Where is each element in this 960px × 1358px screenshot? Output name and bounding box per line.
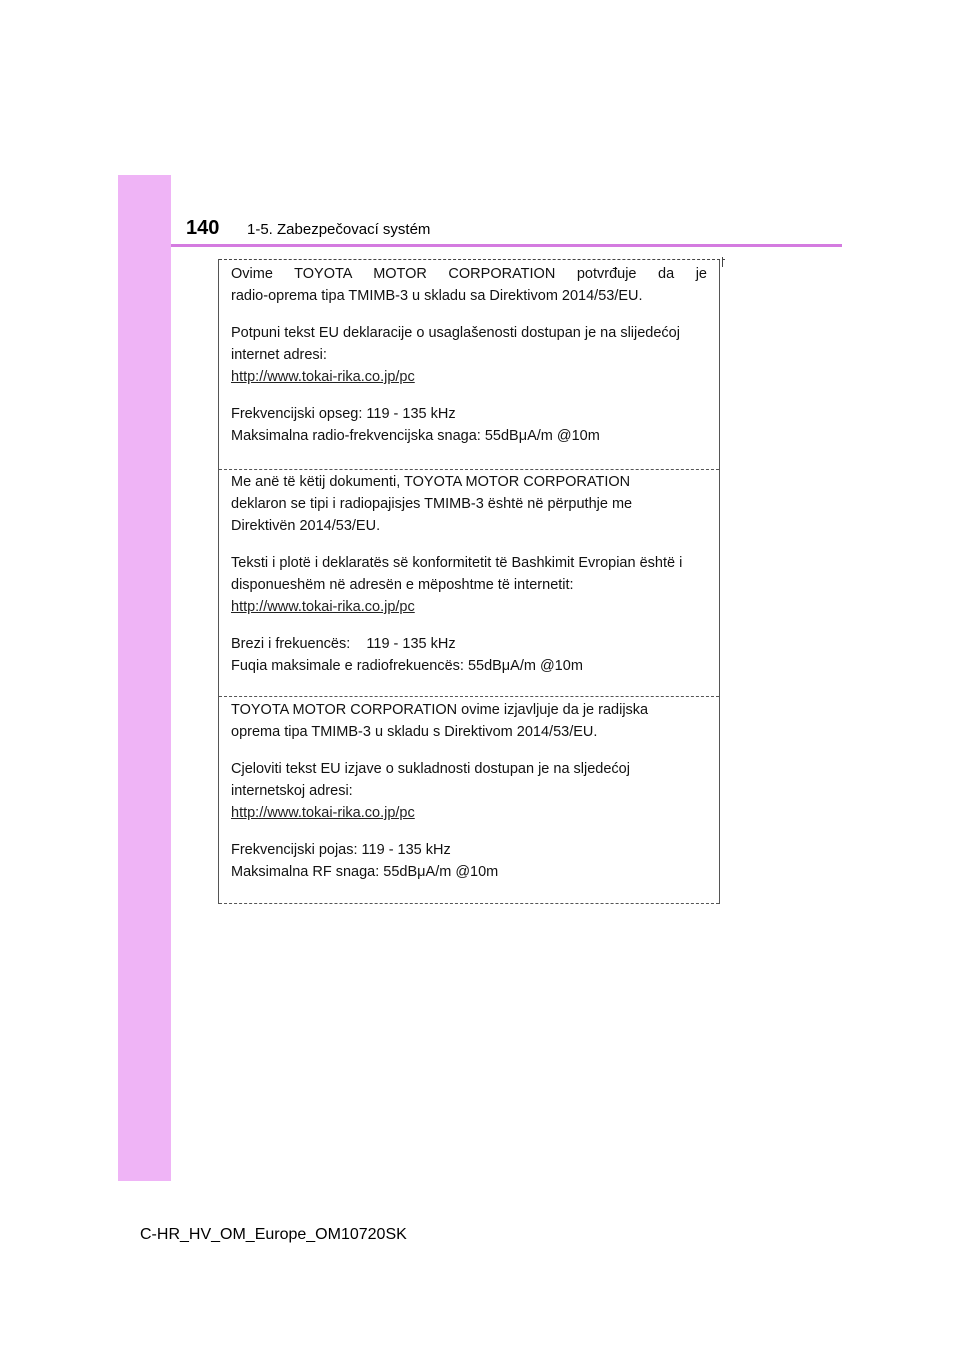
declaration-link[interactable]: http://www.tokai-rika.co.jp/pc — [231, 599, 415, 615]
declaration-block-bosnian — [231, 263, 707, 447]
block-line: oprema tipa TMIMB-3 u skladu s Direktivom 2014/53/EU. — [231, 724, 598, 740]
page-number: 140 — [186, 217, 220, 239]
declaration-block-croatian — [231, 699, 707, 883]
block-line: Maksimalna RF snaga: 55dBμA/m @10m — [231, 864, 499, 880]
declaration-scan — [218, 259, 720, 904]
section-divider — [219, 696, 719, 697]
block-line: Frekvencijski pojas: 119 - 135 kHz — [231, 842, 451, 858]
declaration-block-albanian — [231, 471, 707, 677]
block-line: deklaron se tipi i radiopajisjes TMIMB-3 është në përputhje me — [231, 496, 633, 512]
block-line: Me anë të këtij dokumenti, TOYOTA MOTOR CORPORATION — [231, 474, 631, 490]
block-line: disponueshëm në adresën e mëposhtme të internetit: — [231, 577, 574, 593]
block-line: Maksimalna radio-frekvencijska snaga: 55dBμA/m @10m — [231, 428, 600, 444]
block-line: radio-oprema tipa TMIMB-3 u skladu sa Direktivom 2014/53/EU. — [231, 288, 643, 304]
section-title: 1-5. Zabezpečovací systém — [247, 221, 431, 238]
header-rule — [171, 244, 842, 247]
block-line: Direktivën 2014/53/EU. — [231, 518, 381, 534]
block-line: internetskoj adresi: — [231, 783, 353, 799]
section-divider — [219, 469, 719, 470]
top-border — [219, 259, 725, 260]
block-line: TOYOTA MOTOR CORPORATION ovime izjavljuje da je radijska — [231, 702, 649, 718]
block-line: Frekvencijski opseg: 119 - 135 kHz — [231, 406, 456, 422]
declaration-link[interactable]: http://www.tokai-rika.co.jp/pc — [231, 369, 415, 385]
declaration-link[interactable]: http://www.tokai-rika.co.jp/pc — [231, 805, 415, 821]
block-line: Potpuni tekst EU deklaracije o usaglašenosti dostupan je na slijedećoj — [231, 325, 680, 341]
side-tab-bar — [118, 175, 171, 1181]
block-line: Cjeloviti tekst EU izjave o sukladnosti dostupan je na sljedećoj — [231, 761, 630, 777]
document-code: C-HR_HV_OM_Europe_OM10720SK — [140, 1226, 407, 1243]
block-line: internet adresi: — [231, 347, 327, 363]
block-line: Brezi i frekuencës: 119 - 135 kHz — [231, 636, 456, 652]
block-line: Teksti i plotë i deklaratës së konformitetit të Bashkimit Evropian është i — [231, 555, 683, 571]
bottom-border — [219, 903, 719, 904]
corner-tick — [722, 257, 723, 267]
block-line: Fuqia maksimale e radiofrekuencës: 55dBμA/m @10m — [231, 658, 583, 674]
block-line: Ovime TOYOTA MOTOR CORPORATION potvrđuje da je — [231, 266, 707, 282]
